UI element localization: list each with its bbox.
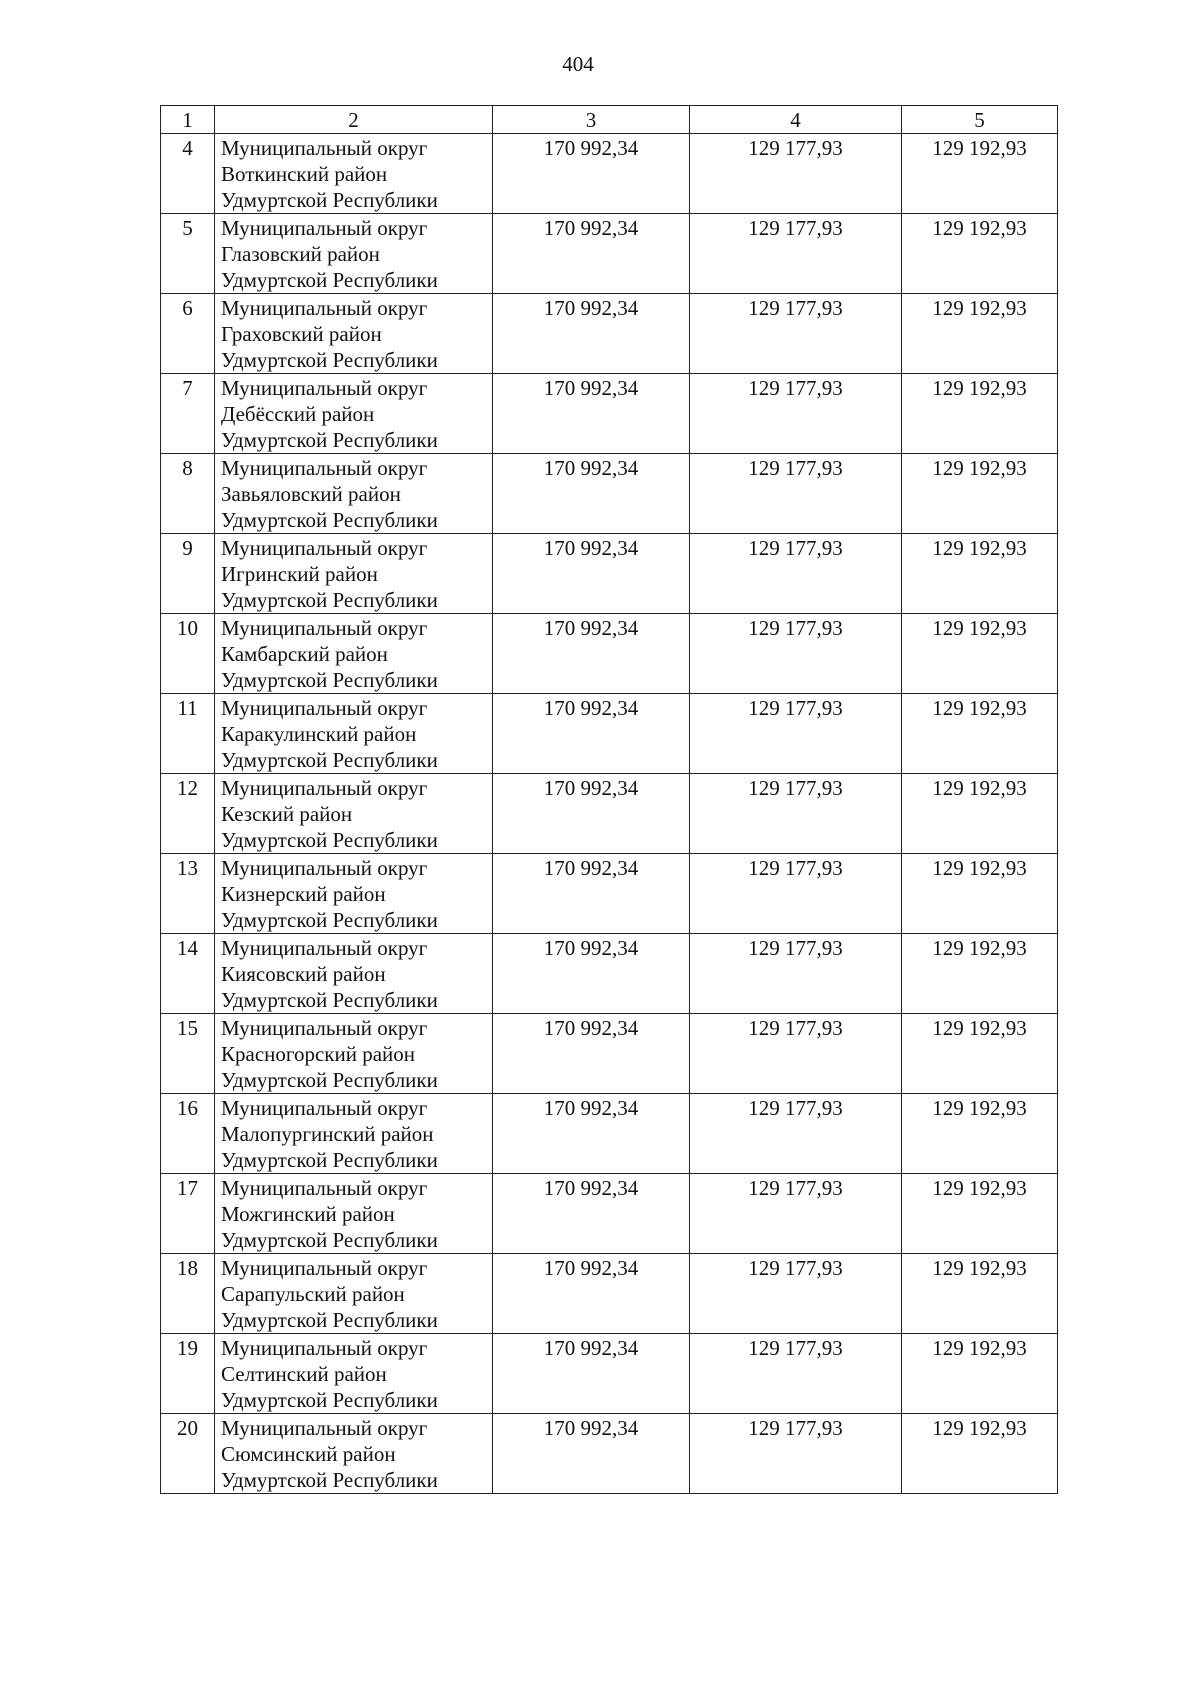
municipality-name [215, 1014, 493, 1094]
value-column-5: 129 192,93 [902, 1174, 1058, 1254]
municipality-name [215, 1334, 493, 1414]
value-column-3: 170 992,34 [493, 534, 690, 614]
municipality-name-line: Удмуртской Республики [221, 1228, 438, 1252]
municipality-name-line: Кезский район [221, 802, 353, 826]
row-number: 6 [161, 294, 215, 374]
value-column-4: 129 177,93 [690, 1014, 902, 1094]
value-column-5: 129 192,93 [902, 294, 1058, 374]
row-number: 11 [161, 694, 215, 774]
municipality-name-line: Удмуртской Республики [221, 588, 438, 612]
municipality-name [215, 614, 493, 694]
value-column-5: 129 192,93 [902, 934, 1058, 1014]
table-row [161, 1334, 1058, 1414]
value-column-4: 129 177,93 [690, 374, 902, 454]
value-column-3: 170 992,34 [493, 214, 690, 294]
value-column-3: 170 992,34 [493, 1414, 690, 1494]
municipality-name-line: Удмуртской Республики [221, 1388, 438, 1412]
municipality-name-line: Глазовский район [221, 242, 380, 266]
municipality-name-line: Каракулинский район [221, 722, 417, 746]
value-column-4: 129 177,93 [690, 1094, 902, 1174]
row-number: 17 [161, 1174, 215, 1254]
municipality-name-line: Удмуртской Республики [221, 508, 438, 532]
table-row [161, 534, 1058, 614]
value-column-3: 170 992,34 [493, 1094, 690, 1174]
value-column-4: 129 177,93 [690, 774, 902, 854]
row-number: 16 [161, 1094, 215, 1174]
municipality-name-line: Муниципальный округ [221, 776, 428, 800]
row-number: 5 [161, 214, 215, 294]
value-column-4: 129 177,93 [690, 614, 902, 694]
value-column-3: 170 992,34 [493, 454, 690, 534]
value-column-5: 129 192,93 [902, 454, 1058, 534]
row-number: 18 [161, 1254, 215, 1334]
table-row [161, 214, 1058, 294]
table-row [161, 1414, 1058, 1494]
page-number: 404 [562, 52, 594, 76]
table-row [161, 934, 1058, 1014]
municipality-name-line: Муниципальный округ [221, 696, 428, 720]
value-column-3: 170 992,34 [493, 1254, 690, 1334]
municipality-name-line: Муниципальный округ [221, 1176, 428, 1200]
municipality-name-line: Удмуртской Республики [221, 268, 438, 292]
municipality-name-line: Муниципальный округ [221, 1016, 428, 1040]
municipality-name-line: Камбарский район [221, 642, 388, 666]
municipality-name [215, 294, 493, 374]
value-column-4: 129 177,93 [690, 1174, 902, 1254]
value-column-5: 129 192,93 [902, 1414, 1058, 1494]
row-number: 7 [161, 374, 215, 454]
municipality-name-line: Удмуртской Республики [221, 668, 438, 692]
value-column-4: 129 177,93 [690, 1334, 902, 1414]
municipality-name [215, 134, 493, 214]
column-header-5: 5 [902, 106, 1058, 134]
table-row [161, 294, 1058, 374]
value-column-5: 129 192,93 [902, 854, 1058, 934]
row-number: 14 [161, 934, 215, 1014]
table-row [161, 1014, 1058, 1094]
table-row [161, 374, 1058, 454]
municipality-name-line: Удмуртской Республики [221, 908, 438, 932]
municipality-name [215, 934, 493, 1014]
value-column-4: 129 177,93 [690, 854, 902, 934]
municipality-name-line: Удмуртской Республики [221, 988, 438, 1012]
column-header-4: 4 [690, 106, 902, 134]
value-column-3: 170 992,34 [493, 934, 690, 1014]
municipality-name [215, 1174, 493, 1254]
table-row [161, 1094, 1058, 1174]
municipality-name-line: Муниципальный округ [221, 616, 428, 640]
column-header-2: 2 [215, 106, 493, 134]
table-row [161, 1174, 1058, 1254]
value-column-5: 129 192,93 [902, 694, 1058, 774]
municipality-name-line: Муниципальный округ [221, 376, 428, 400]
value-column-3: 170 992,34 [493, 1174, 690, 1254]
municipality-name-line: Муниципальный округ [221, 1096, 428, 1120]
value-column-3: 170 992,34 [493, 774, 690, 854]
municipality-name-line: Игринский район [221, 562, 378, 586]
value-column-3: 170 992,34 [493, 614, 690, 694]
value-column-5: 129 192,93 [902, 134, 1058, 214]
municipality-name-line: Малопургинский район [221, 1122, 434, 1146]
municipality-name-line: Удмуртской Республики [221, 428, 438, 452]
municipality-name-line: Муниципальный округ [221, 136, 428, 160]
municipality-name [215, 534, 493, 614]
municipality-name-line: Сюмсинский район [221, 1442, 396, 1466]
municipality-name-line: Воткинский район [221, 162, 388, 186]
column-header-3: 3 [493, 106, 690, 134]
value-column-4: 129 177,93 [690, 134, 902, 214]
row-number: 19 [161, 1334, 215, 1414]
municipality-name-line: Граховский район [221, 322, 382, 346]
municipality-name [215, 214, 493, 294]
value-column-3: 170 992,34 [493, 134, 690, 214]
municipality-name-line: Муниципальный округ [221, 536, 428, 560]
data-table [160, 105, 1058, 1494]
value-column-4: 129 177,93 [690, 934, 902, 1014]
municipality-name-line: Удмуртской Республики [221, 348, 438, 372]
municipality-name-line: Удмуртской Республики [221, 1148, 438, 1172]
column-header-1: 1 [161, 106, 215, 134]
value-column-5: 129 192,93 [902, 374, 1058, 454]
value-column-5: 129 192,93 [902, 1254, 1058, 1334]
municipality-name-line: Муниципальный округ [221, 936, 428, 960]
value-column-3: 170 992,34 [493, 694, 690, 774]
municipality-name-line: Удмуртской Республики [221, 188, 438, 212]
value-column-5: 129 192,93 [902, 1014, 1058, 1094]
value-column-3: 170 992,34 [493, 374, 690, 454]
row-number: 9 [161, 534, 215, 614]
value-column-3: 170 992,34 [493, 294, 690, 374]
table-row [161, 614, 1058, 694]
table-row [161, 1254, 1058, 1334]
municipality-name-line: Муниципальный округ [221, 1336, 428, 1360]
table-row [161, 854, 1058, 934]
municipality-name-line: Муниципальный округ [221, 456, 428, 480]
value-column-3: 170 992,34 [493, 1334, 690, 1414]
table-row [161, 454, 1058, 534]
municipality-name-line: Сарапульский район [221, 1282, 405, 1306]
table-row [161, 694, 1058, 774]
table-row [161, 774, 1058, 854]
municipality-name-line: Красногорский район [221, 1042, 416, 1066]
municipality-name-line: Удмуртской Республики [221, 828, 438, 852]
value-column-5: 129 192,93 [902, 1334, 1058, 1414]
municipality-name-line: Удмуртской Республики [221, 1468, 438, 1492]
value-column-3: 170 992,34 [493, 1014, 690, 1094]
value-column-5: 129 192,93 [902, 1094, 1058, 1174]
municipality-name [215, 454, 493, 534]
row-number: 20 [161, 1414, 215, 1494]
municipality-name [215, 854, 493, 934]
row-number: 15 [161, 1014, 215, 1094]
municipality-name-line: Можгинский район [221, 1202, 395, 1226]
municipality-name [215, 774, 493, 854]
municipality-name [215, 374, 493, 454]
municipality-name-line: Муниципальный округ [221, 296, 428, 320]
table-header-row [161, 106, 1058, 134]
municipality-name [215, 694, 493, 774]
row-number: 13 [161, 854, 215, 934]
value-column-5: 129 192,93 [902, 614, 1058, 694]
municipality-name-line: Удмуртской Республики [221, 1068, 438, 1092]
municipality-name-line: Удмуртской Республики [221, 748, 438, 772]
table-row [161, 134, 1058, 214]
municipality-name [215, 1094, 493, 1174]
municipality-name-line: Удмуртской Республики [221, 1308, 438, 1332]
municipality-name-line: Муниципальный округ [221, 1416, 428, 1440]
row-number: 8 [161, 454, 215, 534]
value-column-4: 129 177,93 [690, 1254, 902, 1334]
value-column-4: 129 177,93 [690, 534, 902, 614]
municipality-name-line: Селтинский район [221, 1362, 387, 1386]
value-column-4: 129 177,93 [690, 1414, 902, 1494]
municipality-name [215, 1254, 493, 1334]
municipality-name-line: Муниципальный округ [221, 216, 428, 240]
value-column-4: 129 177,93 [690, 214, 902, 294]
municipality-name-line: Завьяловский район [221, 482, 401, 506]
value-column-4: 129 177,93 [690, 294, 902, 374]
value-column-4: 129 177,93 [690, 694, 902, 774]
municipality-name-line: Муниципальный округ [221, 856, 428, 880]
value-column-5: 129 192,93 [902, 774, 1058, 854]
value-column-3: 170 992,34 [493, 854, 690, 934]
municipality-name-line: Муниципальный округ [221, 1256, 428, 1280]
municipality-name [215, 1414, 493, 1494]
row-number: 10 [161, 614, 215, 694]
row-number: 12 [161, 774, 215, 854]
municipality-name-line: Киясовский район [221, 962, 386, 986]
row-number: 4 [161, 134, 215, 214]
municipality-name-line: Кизнерский район [221, 882, 386, 906]
municipality-name-line: Дебёсский район [221, 402, 375, 426]
value-column-4: 129 177,93 [690, 454, 902, 534]
value-column-5: 129 192,93 [902, 534, 1058, 614]
value-column-5: 129 192,93 [902, 214, 1058, 294]
